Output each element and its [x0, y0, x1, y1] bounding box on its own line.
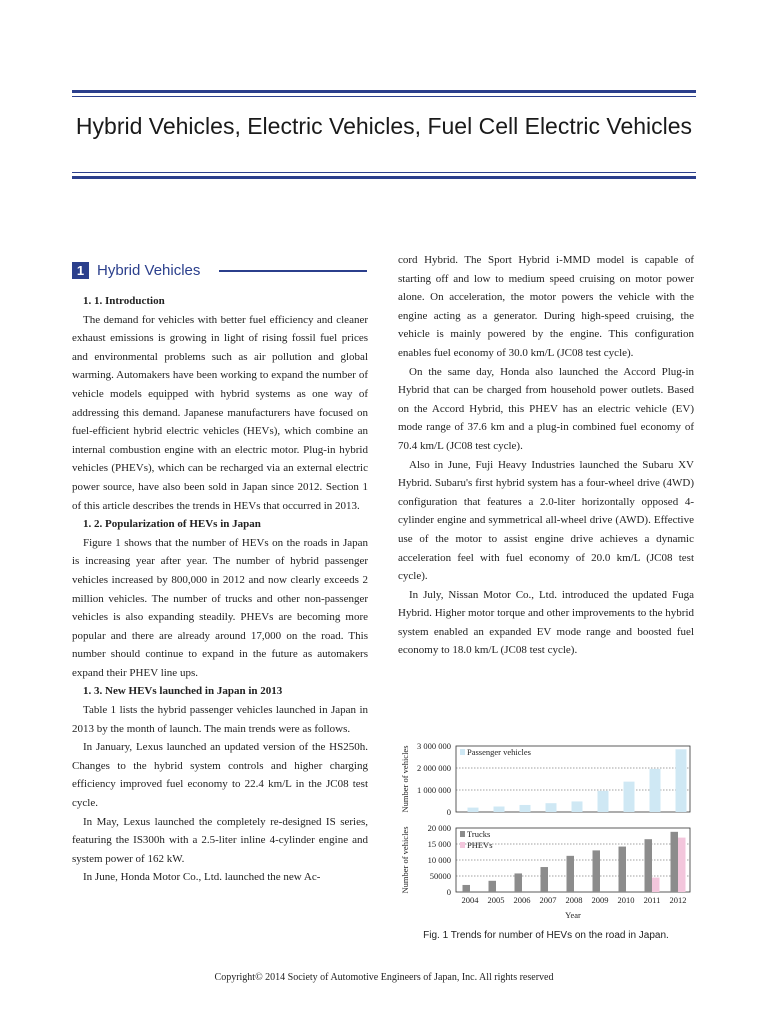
section-title: Hybrid Vehicles — [97, 262, 201, 279]
chart-2-legend-label: Trucks — [467, 829, 491, 839]
chart-1-bar-passenger-vehicles — [650, 769, 661, 812]
chart-2-bar-trucks — [463, 885, 471, 892]
chart-2-ytick-label: 50000 — [429, 871, 451, 881]
chart-2-ytick-label: 10 000 — [427, 855, 451, 865]
chart-2-bar-trucks — [671, 832, 679, 892]
chart-2-xtick-label: 2005 — [487, 895, 505, 905]
chart-2-bar-trucks — [619, 847, 627, 892]
chart-1-ytick-label: 3 000 000 — [417, 741, 451, 751]
section-heading — [72, 260, 368, 286]
paragraph: Figure 1 shows that the number of HEVs on the roads in Japan is increasing year after year. The number of hybrid passenger vehicles increased by 800,000 in 2012 and now clearly exceeds 2 million vehicles. The number of trucks and other non-passenger vehicles is also expanding steadily. PHEVs are becoming more popular and there are already around 17,000 on the road. This number should continue to expand in the future as automakers expand their PHEV line ups. — [72, 536, 368, 679]
top-rule-thick — [72, 90, 696, 93]
chart-2-xtick-label: 2012 — [669, 895, 687, 905]
section-rule — [219, 270, 367, 272]
chart-2-bar-phevs — [652, 878, 660, 892]
left-body — [72, 292, 368, 887]
chart-2-ytick-label: 20 000 — [427, 823, 451, 833]
chart-1-bar-passenger-vehicles — [676, 749, 687, 812]
chart-1-bar-passenger-vehicles — [468, 808, 479, 812]
chart-2-ylabel: Number of vehicles — [400, 826, 410, 894]
chart-2-bar-trucks — [541, 867, 549, 892]
chart-1-bar-passenger-vehicles — [494, 807, 505, 813]
chart-2-legend-label: PHEVs — [467, 840, 493, 850]
chart-2-ytick-label: 15 000 — [427, 839, 451, 849]
chart-1-bar-passenger-vehicles — [546, 803, 557, 812]
chart-2-legend-swatch — [460, 842, 465, 848]
paragraph: cord Hybrid. The Sport Hybrid i-MMD model is capable of starting off and low to medium speed cruising on motor power alone. On acceleration, the motor powers the vehicle with the engine acting as a generator. During high-speed cruising, the vehicle is mainly powered by the engine. This configuration enables fuel economy of 30.0 km/L (JC08 test cycle). — [398, 254, 694, 359]
chart-1-bar-passenger-vehicles — [572, 801, 583, 812]
chart-1-bar-passenger-vehicles — [520, 805, 531, 812]
chart-2-xtick-label: 2011 — [643, 895, 661, 905]
chart-2-bar-trucks — [515, 873, 523, 892]
figure-caption: Fig. 1 Trends for number of HEVs on the road in Japan. — [423, 930, 669, 941]
chart-2-bar-phevs — [678, 838, 686, 892]
left-column — [72, 250, 368, 887]
paragraph: In January, Lexus launched an updated version of the HS250h. Changes to the hybrid system controls and higher charging efficiency improved fuel economy to 22.4 km/L in the JC08 test cycle. — [72, 741, 368, 810]
hev-chart — [398, 736, 694, 928]
chart-1-ytick-label: 0 — [446, 807, 451, 817]
paragraph: In June, Honda Motor Co., Ltd. launched the new Ac- — [83, 871, 321, 884]
subsection-heading: 1. 1. Introduction — [83, 295, 165, 307]
subsection-heading: 1. 3. New HEVs launched in Japan in 2013 — [83, 685, 283, 698]
paragraph: On the same day, Honda also launched the Accord Plug-in Hybrid that can be charged from household power outlets. Based on the Accord Hybrid, this PHEV has an electric vehicle (EV) mode range of 37.6 km and a plug-in combined fuel economy of 70.4 km/L (JC08 test cycle). — [398, 365, 694, 452]
chart-1-legend-label: Passenger vehicles — [467, 747, 531, 757]
chart-1-bar-passenger-vehicles — [598, 791, 609, 812]
right-body — [398, 251, 694, 660]
figure-1 — [398, 736, 694, 946]
paragraph: Table 1 lists the hybrid passenger vehicles launched in Japan in 2013 by the month of launch. The main trends were as follows. — [72, 704, 368, 735]
chart-1-ytick-label: 2 000 000 — [417, 763, 451, 773]
chart-2-xtick-label: 2006 — [513, 895, 531, 905]
chart-2-legend-swatch — [460, 831, 465, 837]
chart-2-xtick-label: 2008 — [565, 895, 583, 905]
bottom-rule-thick — [72, 176, 696, 179]
subsection-heading: 1. 2. Popularization of HEVs in Japan — [83, 518, 261, 531]
chart-2-bar-trucks — [645, 839, 653, 892]
copyright-footer: Copyright© 2014 Society of Automotive Engineers of Japan, Inc. All rights reserved — [214, 972, 554, 983]
paragraph: Also in June, Fuji Heavy Industries launched the Subaru XV Hybrid. Subaru's first hybrid system has a four-wheel drive (4WD) configuration that features a 2.0-liter horizontally opposed 4-cylinder engine and symmetrical all-wheel drive (AWD). Effective use of the motor to assist engine drive achieves a dynamic acceleration feel with fuel economy of 20.0 km/L (JC08 test cycle). — [398, 458, 694, 583]
chart-2-xtick-label: 2010 — [617, 895, 635, 905]
top-rule-thin — [72, 96, 696, 97]
chart-2-bar-trucks — [567, 856, 575, 892]
bottom-rule-thin — [72, 172, 696, 173]
chart-2-xtick-label: 2007 — [539, 895, 557, 905]
chart-1-ylabel: Number of vehicles — [400, 745, 410, 813]
page-title: Hybrid Vehicles, Electric Vehicles, Fuel Cell Electric Vehicles — [75, 113, 693, 139]
chart-1-legend-swatch — [460, 749, 465, 755]
chart-1-bar-passenger-vehicles — [624, 782, 635, 812]
chart-2-bar-trucks — [489, 881, 497, 892]
chart-1-ytick-label: 1 000 000 — [417, 785, 451, 795]
paragraph: In May, Lexus launched the completely re-designed IS series, featuring the IS300h with a 2.5-liter inline 4-cylinder engine and system power of 162 kW. — [72, 815, 368, 865]
section-number: 1 — [72, 262, 89, 279]
chart-2-bar-trucks — [593, 850, 601, 892]
chart-2-xtick-label: 2004 — [461, 895, 479, 905]
chart-2-xlabel: Year — [565, 910, 581, 920]
chart-2-xtick-label: 2009 — [591, 895, 609, 905]
right-column — [398, 251, 694, 660]
chart-2-ytick-label: 0 — [446, 887, 451, 897]
paragraph: In July, Nissan Motor Co., Ltd. introduced the updated Fuga Hybrid. Higher motor torque and other improvements to the hybrid system enabled an expanded EV mode range and boosted fuel economy to 18.0 km/L (JC08 test cycle). — [398, 588, 694, 657]
paragraph: The demand for vehicles with better fuel efficiency and cleaner exhaust emissions is growing in light of rising fossil fuel prices and environmental problems such as air pollution and global warming. Automakers have been working to expand the number of vehicle models equipped with hybrid systems as one way of addressing this demand. Japanese manufacturers have focused on fuel-efficient hybrid electric vehicles (HEVs), which combine an internal combustion engine with an electric motor. Plug-in hybrid vehicles (PHEVs), which can be recharged via an external electric power source, have also been sold in Japan since 2012. Section 1 of this article describes the trends in HEVs that occurred in 2013. — [72, 313, 368, 512]
